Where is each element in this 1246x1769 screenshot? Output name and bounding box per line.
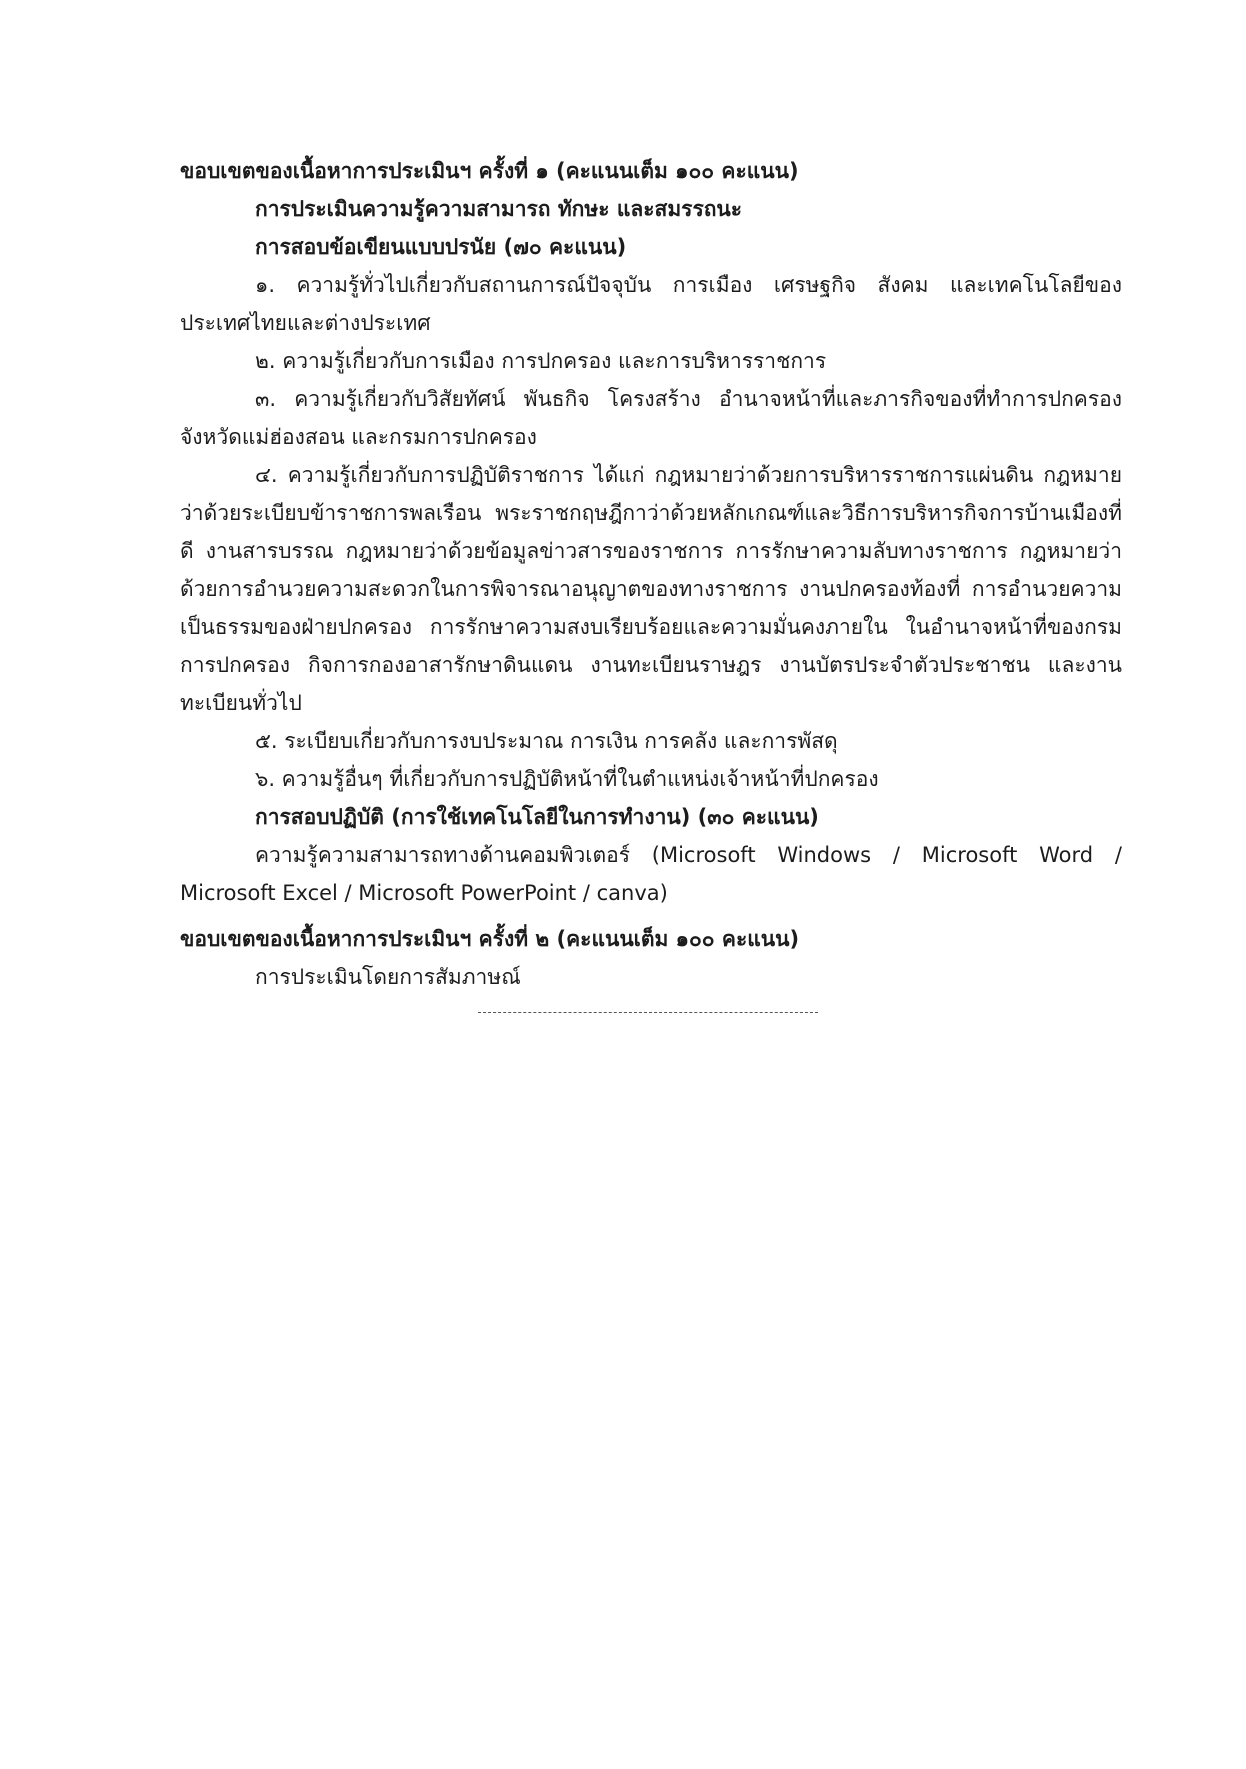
practical-exam-subheading: การสอบปฏิบัติ (การใช้เทคโนโลยีในการทำงาน) (๓๐ คะแนน) [255,805,819,829]
exam-topic-2: ๒. ความรู้เกี่ยวกับการเมือง การปกครอง และการบริหารราชการ [255,349,827,373]
exam-topic-1: ๑. ความรู้ทั่วไปเกี่ยวกับสถานการณ์ปัจจุบัน การเมือง เศรษฐกิจ สังคม และเทคโนโลยีของประเทศไทยและต่างประเทศ [180,273,1122,335]
written-exam-subheading: การสอบข้อเขียนแบบปรนัย (๗๐ คะแนน) [255,235,627,259]
document-content [180,152,1122,996]
interview-text: การประเมินโดยการสัมภาษณ์ [255,965,521,989]
assessment-subheading: การประเมินความรู้ความสามารถ ทักษะ และสมรรถนะ [255,197,743,221]
practical-exam-text: ความรู้ความสามารถทางด้านคอมพิวเตอร์ (Microsoft Windows / Microsoft Word / Microsoft Excel / Microsoft PowerPoint / canva) [180,843,1122,905]
end-divider [478,1012,818,1013]
section1-heading: ขอบเขตของเนื้อหาการประเมินฯ ครั้งที่ ๑ (คะแนนเต็ม ๑๐๐ คะแนน) [180,159,799,183]
section2-heading: ขอบเขตของเนื้อหาการประเมินฯ ครั้งที่ ๒ (คะแนนเต็ม ๑๐๐ คะแนน) [180,927,800,951]
exam-topic-5: ๕. ระเบียบเกี่ยวกับการงบประมาณ การเงิน การคลัง และการพัสดุ [255,729,838,753]
exam-topic-6: ๖. ความรู้อื่นๆ ที่เกี่ยวกับการปฏิบัติหน้าที่ในตำแหน่งเจ้าหน้าที่ปกครอง [255,767,879,791]
exam-topic-4: ๔. ความรู้เกี่ยวกับการปฏิบัติราชการ ได้แก่ กฎหมายว่าด้วยการบริหารราชการแผ่นดิน กฎหมายว่าด้วยระเบียบข้าราชการพลเรือน พระราชกฤษฎีกาว่าด้วยหลักเกณฑ์และวิธีการบริหารกิจการบ้านเมืองที่ดี งานสารบรรณ กฎหมายว่าด้วยข้อมูลข่าวสารของราชการ การรักษาความลับทางราชการ กฎหมายว่าด้วยการอำนวยความสะดวกในการพิจารณาอนุญาตของทางราชการ งานปกครองท้องที่ การอำนวยความเป็นธรรมของฝ่ายปกครอง การรักษาความสงบเรียบร้อยและความมั่นคงภายใน ในอำนาจหน้าที่ของกรมการปกครอง กิจการกองอาสารักษาดินแดน งานทะเบียนราษฎร งานบัตรประจำตัวประชาชน และงานทะเบียนทั่วไป [180,463,1122,715]
exam-topic-3: ๓. ความรู้เกี่ยวกับวิสัยทัศน์ พันธกิจ โครงสร้าง อำนาจหน้าที่และภารกิจของที่ทำการปกครองจังหวัดแม่ฮ่องสอน และกรมการปกครอง [180,387,1122,449]
